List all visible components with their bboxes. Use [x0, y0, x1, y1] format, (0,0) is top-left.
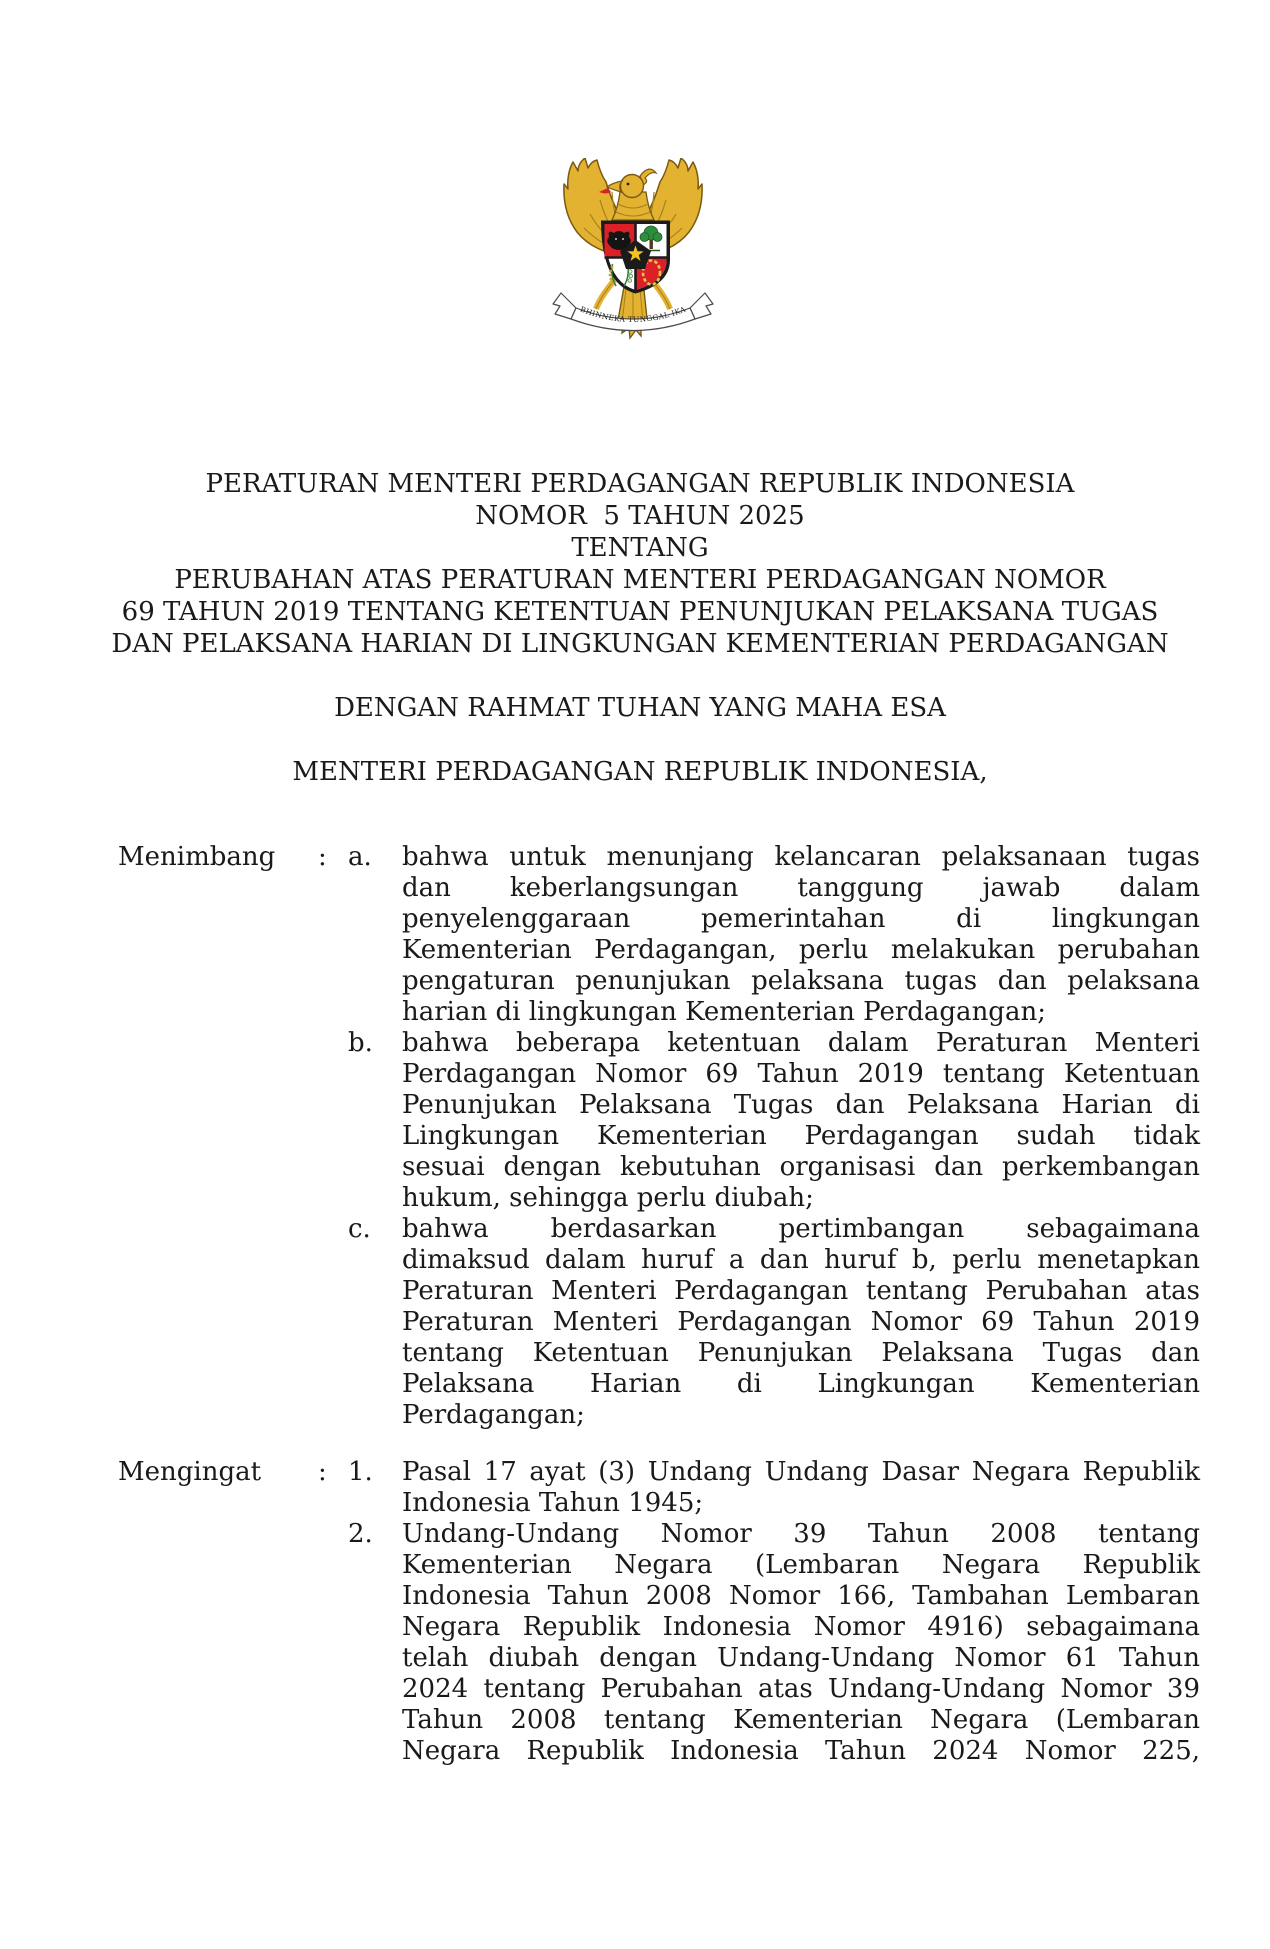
text-line: Perdagangan;	[402, 1400, 585, 1430]
text-line: pengaturan penunjukan pelaksana tugas dan pelaksana	[402, 966, 1200, 996]
text-line: Peraturan Menteri Perdagangan Nomor 69 Tahun 2019	[402, 1307, 1200, 1337]
text-line: Negara Republik Indonesia Nomor 4916) sebagaimana	[402, 1612, 1200, 1642]
regulation-title: PERATURAN MENTERI PERDAGANGAN REPUBLIK INDONESIA	[205, 469, 1075, 499]
invocation-line: DENGAN RAHMAT TUHAN YANG MAHA ESA	[334, 693, 946, 723]
text-line: harian di lingkungan Kementerian Perdagangan;	[402, 997, 1046, 1027]
mengingat-colon: :	[318, 1457, 327, 1487]
mengingat-label: Mengingat	[118, 1457, 262, 1487]
text-line: penyelenggaraan pemerintahan di lingkungan	[402, 904, 1200, 934]
text-line: Kementerian Perdagangan, perlu melakukan perubahan	[402, 935, 1200, 965]
text-line: 2024 tentang Perubahan atas Undang-Undang Nomor 39	[402, 1674, 1200, 1704]
item-text	[402, 1028, 1200, 1214]
text-line: Undang-Undang Nomor 39 Tahun 2008 tentang	[402, 1519, 1200, 1549]
menimbang-item-b	[348, 1028, 1200, 1214]
eye	[627, 183, 630, 186]
authority-line: MENTERI PERDAGANGAN REPUBLIK INDONESIA,	[292, 757, 988, 787]
item-marker: 2.	[348, 1519, 373, 1549]
menimbang-colon: :	[318, 842, 327, 872]
text-line: Indonesia Tahun 1945;	[402, 1488, 704, 1518]
item-text	[402, 1214, 1200, 1431]
text-line: Peraturan Menteri Perdagangan tentang Perubahan atas	[402, 1276, 1200, 1306]
item-marker: b.	[348, 1028, 373, 1058]
emblem-motto-text: BHINNEKA TUNGGAL IKA	[578, 304, 688, 325]
head	[599, 169, 656, 197]
text-line: bahwa berdasarkan pertimbangan sebagaimana	[402, 1214, 1200, 1244]
regulation-number: NOMOR 5 TAHUN 2025	[475, 501, 805, 531]
garuda-pancasila-emblem	[548, 158, 718, 348]
text-line: dimaksud dalam huruf a dan huruf b, perlu menetapkan	[402, 1245, 1200, 1275]
menimbang-item-a	[348, 842, 1200, 1028]
item-marker: a.	[348, 842, 372, 872]
item-marker: c.	[348, 1214, 371, 1244]
text-line: sesuai dengan kebutuhan organisasi dan perkembangan	[402, 1152, 1200, 1182]
text-line: Pelaksana Harian di Lingkungan Kementerian	[402, 1369, 1200, 1399]
menimbang-items	[348, 842, 1200, 1431]
subject-title-line: PERUBAHAN ATAS PERATURAN MENTERI PERDAGANGAN NOMOR	[174, 565, 1106, 595]
item-text	[402, 842, 1200, 1028]
subject-title-line: 69 TAHUN 2019 TENTANG KETENTUAN PENUNJUKAN PELAKSANA TUGAS	[121, 597, 1159, 627]
subject-title-line: DAN PELAKSANA HARIAN DI LINGKUNGAN KEMENTERIAN PERDAGANGAN	[111, 629, 1169, 659]
text-line: tentang Ketentuan Penunjukan Pelaksana Tugas dan	[402, 1338, 1200, 1368]
item-marker: 1.	[348, 1457, 373, 1487]
menimbang-label: Menimbang	[118, 842, 276, 872]
text-line: Indonesia Tahun 2008 Nomor 166, Tambahan Lembaran	[402, 1581, 1200, 1611]
pancasila-shield	[601, 221, 670, 294]
text-line: Pasal 17 ayat (3) Undang Undang Dasar Negara Republik	[402, 1457, 1200, 1487]
menimbang-section	[118, 842, 1200, 1431]
menimbang-item-c	[348, 1214, 1200, 1431]
mengingat-section	[118, 1457, 1200, 1767]
spacer	[84, 660, 1196, 692]
text-line: Kementerian Negara (Lembaran Negara Republik	[402, 1550, 1200, 1580]
text-line: Perdagangan Nomor 69 Tahun 2019 tentang Ketentuan	[402, 1059, 1200, 1089]
text-line: bahwa beberapa ketentuan dalam Peraturan Menteri	[402, 1028, 1200, 1058]
mengingat-items	[348, 1457, 1200, 1767]
item-text	[402, 1457, 1200, 1519]
text-line: Negara Republik Indonesia Tahun 2024 Nomor 225,	[402, 1736, 1200, 1766]
text-line: Tahun 2008 tentang Kementerian Negara (Lembaran	[402, 1705, 1200, 1735]
spacer	[84, 724, 1196, 756]
mengingat-item-1	[348, 1457, 1200, 1519]
text-line: Lingkungan Kementerian Perdagangan sudah tidak	[402, 1121, 1200, 1151]
text-line: Penunjukan Pelaksana Tugas dan Pelaksana Harian di	[402, 1090, 1200, 1120]
tentang-heading: TENTANG	[571, 533, 709, 563]
document-heading	[84, 468, 1196, 788]
text-line: telah diubah dengan Undang-Undang Nomor 61 Tahun	[402, 1643, 1200, 1673]
text-line: bahwa untuk menunjang kelancaran pelaksanaan tugas	[402, 842, 1200, 872]
text-line: hukum, sehingga perlu diubah;	[402, 1183, 814, 1213]
preamble	[118, 842, 1200, 1767]
text-line: dan keberlangsungan tanggung jawab dalam	[402, 873, 1200, 903]
mengingat-item-2	[348, 1519, 1200, 1767]
item-text	[402, 1519, 1200, 1767]
